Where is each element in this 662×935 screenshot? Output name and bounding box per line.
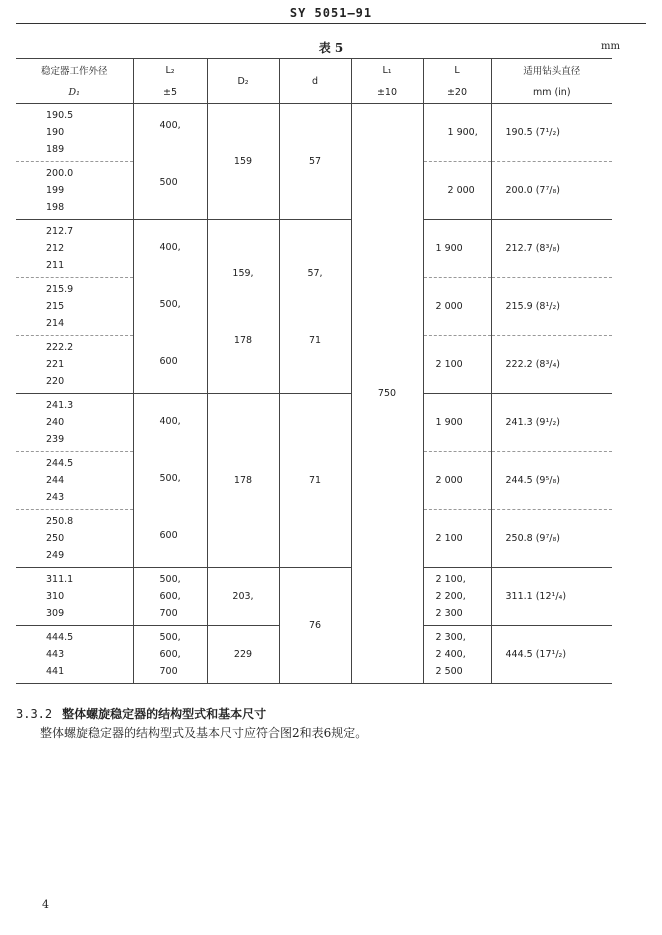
d2-value: 178 bbox=[207, 394, 279, 568]
header-l1-tol: ±10 bbox=[351, 81, 423, 104]
table-header bbox=[16, 59, 612, 104]
header-d1-symbol: D₁ bbox=[68, 86, 80, 98]
l-value: 2 200, bbox=[435, 591, 466, 602]
l1-value: 750 bbox=[351, 104, 423, 684]
bit-value: 241.3 (9¹/₂) bbox=[491, 394, 612, 452]
l2-value: 700 bbox=[159, 666, 178, 677]
bit-value: 215.9 (8¹/₂) bbox=[491, 278, 612, 336]
l2-value: 400, bbox=[159, 416, 181, 427]
d1-value: 309 bbox=[46, 608, 65, 619]
d1-value: 244 bbox=[46, 475, 65, 486]
l-value: 2 000 bbox=[423, 452, 491, 510]
l-value: 1 900 bbox=[423, 220, 491, 278]
d1-value: 212.7 bbox=[46, 226, 74, 237]
d1-value: 250 bbox=[46, 533, 65, 544]
l2-value: 400, bbox=[159, 120, 181, 131]
l2-value: 500, bbox=[159, 473, 181, 484]
section-title: 整体螺旋稳定器的结构型式和基本尺寸 bbox=[62, 707, 267, 721]
d-value: 71 bbox=[279, 394, 351, 568]
table-row bbox=[16, 104, 612, 162]
l-value: 2 400, bbox=[435, 649, 466, 660]
l-value: 2 300, bbox=[435, 632, 466, 643]
d1-value: 198 bbox=[46, 202, 65, 213]
l2-value: 600 bbox=[159, 356, 178, 367]
l-value: 2 000 bbox=[423, 278, 491, 336]
d1-value: 444.5 bbox=[46, 632, 74, 643]
d1-value: 221 bbox=[46, 359, 65, 370]
table-unit: mm bbox=[601, 41, 620, 52]
d2-value: 203, bbox=[207, 568, 279, 626]
d2-value: 178 bbox=[233, 334, 253, 346]
header-d: d bbox=[279, 59, 351, 104]
d1-value: 249 bbox=[46, 550, 65, 561]
header-bit-unit: mm (in) bbox=[491, 81, 612, 104]
l-value: 2 100 bbox=[423, 336, 491, 394]
d1-value: 190.5 bbox=[46, 110, 74, 121]
l2-value: 600 bbox=[159, 530, 178, 541]
d1-value: 190 bbox=[46, 127, 65, 138]
bit-value: 311.1 (12¹/₄) bbox=[491, 568, 612, 626]
bit-value: 250.8 (9⁷/₈) bbox=[491, 510, 612, 568]
d1-value: 441 bbox=[46, 666, 65, 677]
bit-value: 212.7 (8³/₈) bbox=[491, 220, 612, 278]
l2-value: 600, bbox=[159, 649, 181, 660]
d2-value: 159, bbox=[232, 267, 254, 279]
document-header: SY 5051—91 bbox=[289, 6, 373, 20]
d1-value: 222.2 bbox=[46, 342, 74, 353]
bit-value: 190.5 (7¹/₂) bbox=[491, 104, 612, 162]
header-d1: 稳定器工作外径 bbox=[40, 66, 108, 77]
d1-value: 189 bbox=[46, 144, 65, 155]
header-l: L bbox=[423, 59, 491, 82]
d-value: 76 bbox=[279, 568, 351, 684]
d1-value: 199 bbox=[46, 185, 65, 196]
header-l2-tol: ±5 bbox=[133, 81, 207, 104]
d1-value: 310 bbox=[46, 591, 65, 602]
l-value: 2 000 bbox=[423, 162, 491, 220]
l2-value: 500, bbox=[159, 299, 181, 310]
d1-value: 240 bbox=[46, 417, 65, 428]
d1-value: 200.0 bbox=[46, 168, 74, 179]
d-value: 57 bbox=[279, 104, 351, 220]
header-l2: L₂ bbox=[133, 59, 207, 82]
dimensions-table bbox=[16, 58, 612, 684]
d1-value: 220 bbox=[46, 376, 65, 387]
d-value: 71 bbox=[308, 334, 322, 346]
l-value: 2 100, bbox=[435, 574, 466, 585]
l2-value: 500 bbox=[159, 177, 178, 188]
l-value: 2 100 bbox=[423, 510, 491, 568]
bit-value: 222.2 (8³/₄) bbox=[491, 336, 612, 394]
d1-value: 311.1 bbox=[46, 574, 74, 585]
header-d2: D₂ bbox=[207, 59, 279, 104]
table-row bbox=[16, 220, 612, 278]
l-value: 2 300 bbox=[435, 608, 463, 619]
d1-value: 211 bbox=[46, 260, 65, 271]
l2-value: 500, bbox=[159, 632, 181, 643]
l2-value: 400, bbox=[159, 242, 181, 253]
d-value: 57, bbox=[307, 267, 323, 279]
header-l1: L₁ bbox=[351, 59, 423, 82]
header-l-tol: ±20 bbox=[423, 81, 491, 104]
l-value: 1 900 bbox=[423, 394, 491, 452]
l-value: 2 500 bbox=[435, 666, 463, 677]
d1-value: 250.8 bbox=[46, 516, 74, 527]
l-value: 1 900, bbox=[423, 104, 491, 162]
d2-value: 159 bbox=[207, 104, 279, 220]
l2-value: 500, bbox=[159, 574, 181, 585]
d1-value: 215 bbox=[46, 301, 65, 312]
section-heading bbox=[16, 705, 266, 722]
d1-value: 241.3 bbox=[46, 400, 74, 411]
l2-value: 700 bbox=[159, 608, 178, 619]
page-number: 4 bbox=[42, 898, 49, 911]
d1-value: 239 bbox=[46, 434, 65, 445]
table-caption: 表 5 bbox=[318, 41, 344, 55]
d1-value: 243 bbox=[46, 492, 65, 503]
d1-value: 215.9 bbox=[46, 284, 74, 295]
table-row bbox=[16, 394, 612, 452]
d1-value: 212 bbox=[46, 243, 65, 254]
d2-value: 229 bbox=[207, 626, 279, 684]
l2-value: 600, bbox=[159, 591, 181, 602]
d1-value: 214 bbox=[46, 318, 65, 329]
header-bit: 适用钻头直径 bbox=[491, 59, 612, 82]
d1-value: 443 bbox=[46, 649, 65, 660]
bit-value: 200.0 (7⁷/₈) bbox=[491, 162, 612, 220]
table-row bbox=[16, 568, 612, 626]
section-paragraph: 整体螺旋稳定器的结构型式及基本尺寸应符合图2和表6规定。 bbox=[40, 726, 368, 740]
header-rule bbox=[16, 23, 646, 24]
d1-value: 244.5 bbox=[46, 458, 74, 469]
section-number: 3.3.2 bbox=[16, 707, 53, 721]
bit-value: 444.5 (17¹/₂) bbox=[491, 626, 612, 684]
bit-value: 244.5 (9⁵/₈) bbox=[491, 452, 612, 510]
